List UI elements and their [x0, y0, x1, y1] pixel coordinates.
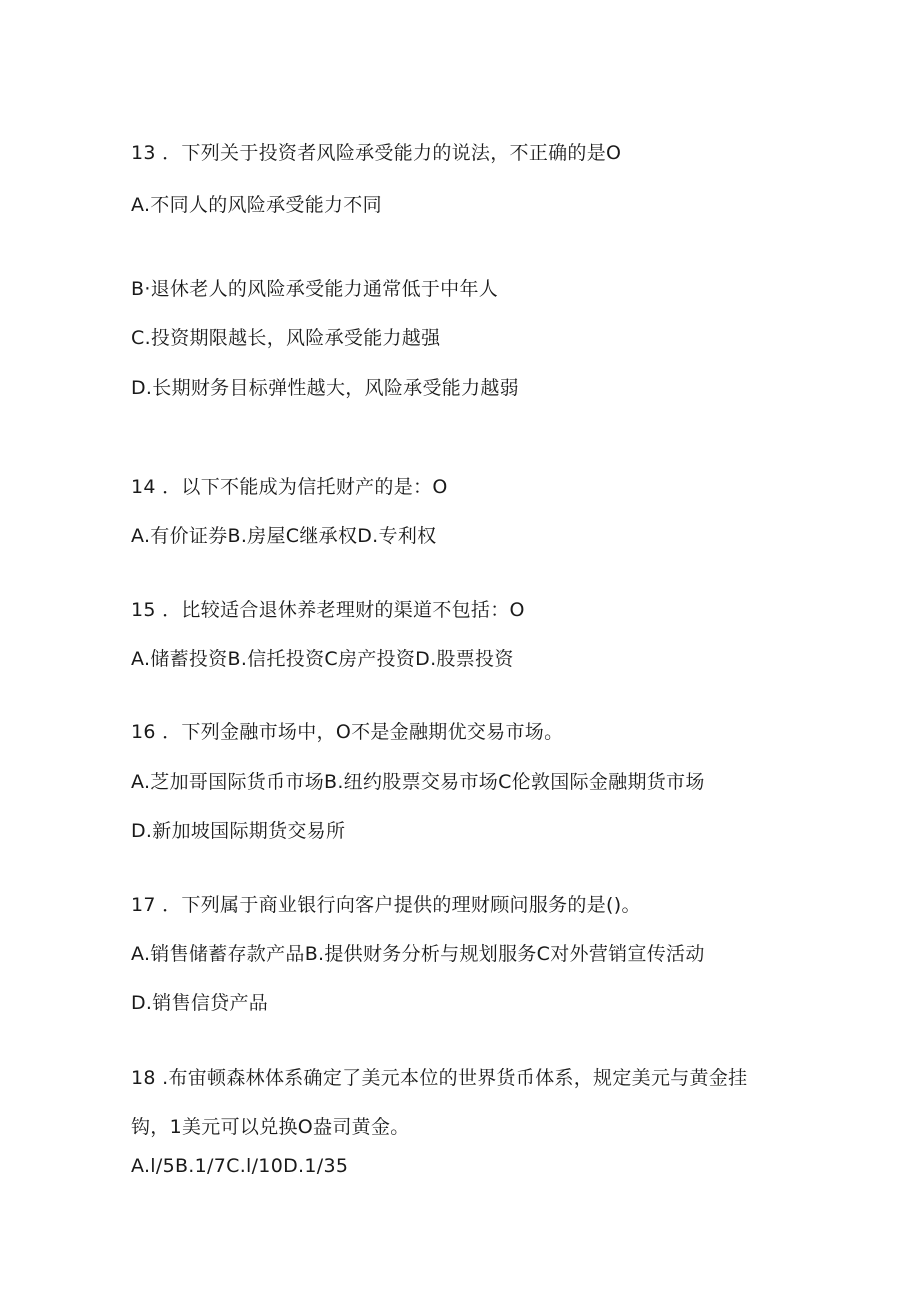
question-16-options-line1: A.芝加哥国际货币市场B.纽约股票交易市场C伦敦国际金融期货市场 — [131, 771, 705, 793]
question-15-options: A.储蓄投资B.信托投资C房产投资D.股票投资 — [131, 648, 514, 670]
question-13-option-a: A.不同人的风险承受能力不同 — [131, 194, 382, 216]
question-13-option-c: C.投资期限越长，风险承受能力越强 — [131, 327, 441, 349]
question-14-stem: 14 ．以下不能成为信托财产的是：O — [131, 476, 448, 498]
question-16-stem: 16 ．下列金融市场中，O不是金融期优交易市场。 — [131, 721, 564, 743]
question-18-stem-continued: 钩，1美元可以兑换O盎司黄金。 — [131, 1116, 410, 1138]
question-13-option-b: B·退休老人的风险承受能力通常低于中年人 — [131, 278, 499, 300]
question-13-option-d: D.长期财务目标弹性越大，风险承受能力越弱 — [131, 377, 519, 399]
question-17-option-d: D.销售信贷产品 — [131, 992, 269, 1014]
question-18-options: A.l/5B.1/7C.l/10D.1/35 — [131, 1155, 349, 1177]
question-17-options-line1: A.销售储蓄存款产品B.提供财务分析与规划服务C对外营销宣传活动 — [131, 943, 705, 965]
question-14-options: A.有价证券B.房屋C继承权D.专利权 — [131, 525, 437, 547]
question-17-stem: 17 ．下列属于商业银行向客户提供的理财顾问服务的是()。 — [131, 894, 641, 916]
question-18-stem: 18 .布宙顿森林体系确定了美元本位的世界货币体系，规定美元与黄金挂 — [131, 1067, 748, 1089]
question-16-option-d: D.新加坡国际期货交易所 — [131, 820, 346, 842]
question-13-stem: 13 ．下列关于投资者风险承受能力的说法，不正确的是O — [131, 142, 622, 164]
question-15-stem: 15 ．比较适合退休养老理财的渠道不包括：O — [131, 599, 525, 621]
